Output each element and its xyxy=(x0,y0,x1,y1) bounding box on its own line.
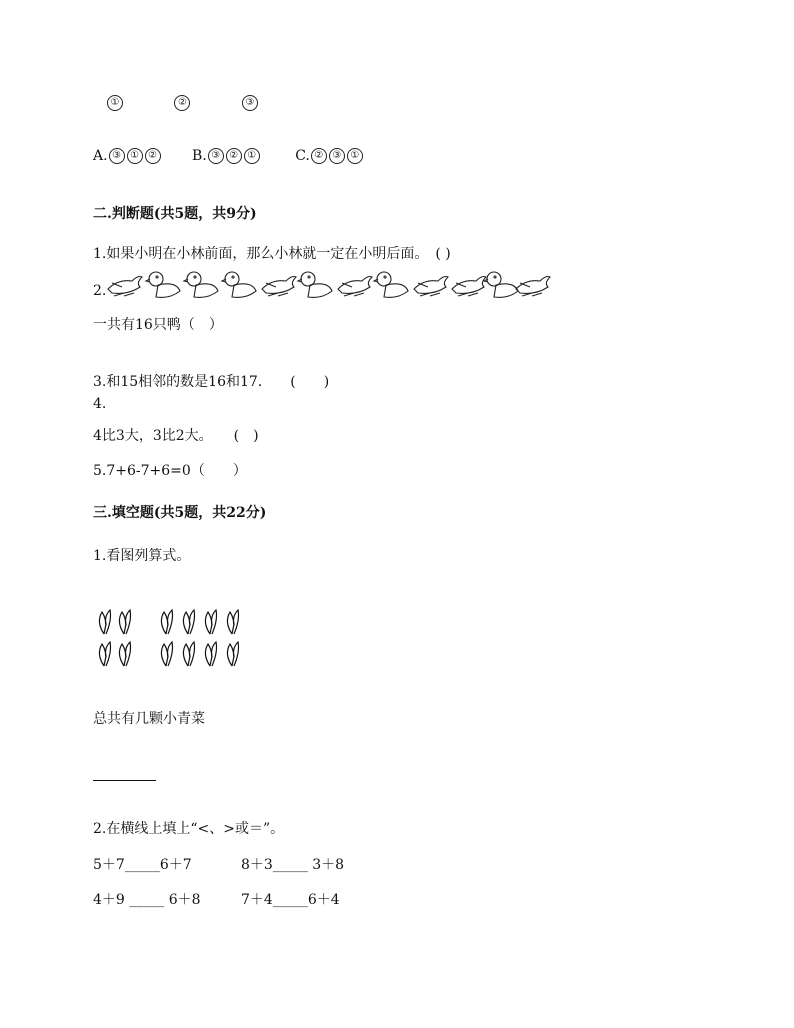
compare-row-2-left: 4＋9 _____ 6＋8 xyxy=(93,892,201,908)
cabbage-icon xyxy=(183,642,194,666)
s3-question-1-prompt: 总共有几颗小青菜 xyxy=(93,711,205,727)
circle-3: ③ xyxy=(242,95,258,111)
s2-question-1: 1.如果小明在小林前面，那么小林就一定在小明后面。 ( ) xyxy=(93,246,451,262)
cabbage-icon xyxy=(99,610,110,634)
bird-icon xyxy=(452,277,486,297)
s2-question-4-text: 4比3大，3比2大。 ( ) xyxy=(93,428,259,444)
cabbage-icon xyxy=(183,610,194,634)
mc-options xyxy=(93,147,364,165)
section2-heading: 二.判断题(共5题，共9分) xyxy=(93,206,257,222)
cabbage-icon xyxy=(161,610,172,634)
cabbage-icon xyxy=(205,610,216,634)
s2-question-4-number: 4. xyxy=(93,396,107,412)
duck-icon xyxy=(298,272,332,297)
cabbage-icon xyxy=(161,642,172,666)
circle-2: ② xyxy=(174,95,190,111)
s2-question-2-number: 2. xyxy=(93,283,107,299)
duck-icon xyxy=(374,272,408,297)
option-c: C. ② ③ ① xyxy=(295,148,364,164)
compare-row-1-left: 5＋7_____6＋7 xyxy=(93,857,192,873)
duck-icon xyxy=(146,272,180,297)
s2-question-2-text: 一共有16只鸭（ ） xyxy=(93,317,223,333)
cabbage-icon xyxy=(119,610,130,634)
bird-icon xyxy=(414,277,448,297)
duck-icon xyxy=(184,272,218,297)
bird-icon xyxy=(516,277,550,297)
compare-row-2-right: 7＋4_____6＋4 xyxy=(241,892,340,908)
duck-icon xyxy=(222,272,256,297)
bird-icon xyxy=(338,277,372,297)
cabbage-icon xyxy=(205,642,216,666)
cabbage-icon xyxy=(227,610,238,634)
s2-question-5: 5.7+6-7+6=0（ ） xyxy=(93,463,247,479)
birds-ducks-strip xyxy=(104,267,552,299)
section3-heading: 三.填空题(共5题，共22分) xyxy=(93,505,267,521)
s3-question-2: 2.在横线上填上“<、>或＝”。 xyxy=(93,821,285,837)
s3-question-1: 1.看图列算式。 xyxy=(93,548,191,564)
circle-1: ① xyxy=(107,95,123,111)
duck-icon xyxy=(484,272,518,297)
option-b: B. ③ ② ① xyxy=(192,148,265,164)
cabbage-icon xyxy=(119,642,130,666)
cabbage-icon xyxy=(227,642,238,666)
cabbage-figure xyxy=(92,606,256,672)
answer-blank-line[interactable] xyxy=(93,780,156,781)
cabbage-icon xyxy=(99,642,110,666)
compare-row-1-right: 8＋3_____ 3＋8 xyxy=(241,857,345,873)
bird-icon xyxy=(262,277,296,297)
s2-question-3: 3.和15相邻的数是16和17. ( ) xyxy=(93,374,330,390)
option-a: A. ③ ① ② xyxy=(93,148,166,164)
circle-row xyxy=(106,94,259,112)
bird-icon xyxy=(108,277,142,297)
